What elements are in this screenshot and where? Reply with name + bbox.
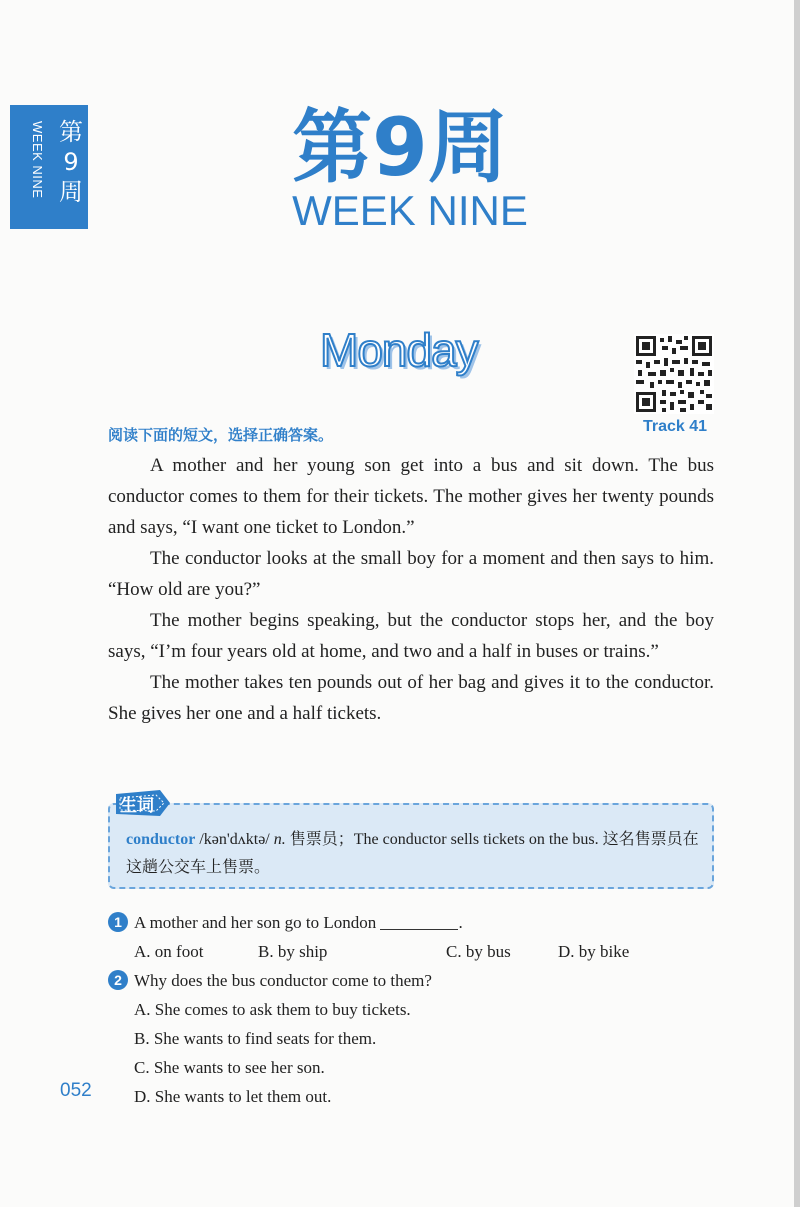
side-tab-cn: 第9周 bbox=[59, 118, 83, 206]
page-title-en: WEEK NINE bbox=[292, 187, 528, 234]
option-b[interactable]: B. She wants to find seats for them. bbox=[134, 1029, 377, 1048]
vocab-meaning: 售票员； bbox=[289, 831, 354, 848]
vocab-word: conductor bbox=[126, 831, 196, 848]
question-stem: A mother and her son go to London bbox=[134, 913, 377, 932]
qr-code-icon[interactable] bbox=[634, 334, 714, 414]
option-c[interactable]: C. She wants to see her son. bbox=[134, 1058, 325, 1077]
vocab-example-cn: 这名售票员在这趟公交车上售票。 bbox=[126, 831, 699, 876]
question-2 bbox=[108, 970, 432, 991]
track-label: Track 41 bbox=[643, 418, 708, 435]
vocab-example: The conductor sells tickets on the bus. bbox=[353, 831, 599, 848]
vocab-pos: n. bbox=[273, 831, 286, 848]
question-stem: Why does the bus conductor come to them? bbox=[134, 971, 432, 990]
option-a[interactable]: A. She comes to ask them to buy tickets. bbox=[134, 1000, 411, 1019]
question-stem-end: . bbox=[458, 913, 463, 932]
option-d[interactable]: D. She wants to let them out. bbox=[134, 1087, 332, 1106]
side-tab-en: WEEK NINE bbox=[30, 121, 45, 199]
vocabulary-entry bbox=[126, 826, 700, 882]
page-title-cn: 第9周 bbox=[292, 101, 508, 194]
answer-blank[interactable] bbox=[380, 915, 458, 930]
vocab-phonetic: /kən'dʌktə/ bbox=[199, 831, 270, 848]
question-number: 2 bbox=[108, 970, 128, 990]
passage-paragraph: The conductor looks at the small boy for a moment and then says to him. “How old are you?” bbox=[108, 548, 714, 600]
instruction: 阅读下面的短文，选择正确答案。 bbox=[108, 426, 334, 444]
option-c[interactable]: C. by bus bbox=[446, 942, 511, 961]
question-1 bbox=[108, 912, 463, 933]
passage-paragraph: The mother begins speaking, but the conductor stops her, and the boy says, “I’m four years old at home, and two and a half in buses or trains.” bbox=[108, 610, 714, 662]
option-a[interactable]: A. on foot bbox=[134, 942, 204, 961]
vocabulary-tag: 生词 bbox=[120, 796, 154, 816]
question-number: 1 bbox=[108, 912, 128, 932]
reading-passage bbox=[108, 450, 714, 729]
page-number: 052 bbox=[60, 1080, 92, 1101]
passage-paragraph: The mother takes ten pounds out of her bag and gives it to the conductor. She gives her one and a half tickets. bbox=[108, 672, 714, 724]
option-b[interactable]: B. by ship bbox=[258, 942, 328, 961]
passage-paragraph: A mother and her young son get into a bus and sit down. The bus conductor comes to them for their tickets. The mother gives her twenty pounds and says, “I want one ticket to London.” bbox=[108, 455, 714, 538]
option-d[interactable]: D. by bike bbox=[558, 942, 630, 961]
day-heading: Monday bbox=[320, 324, 478, 376]
